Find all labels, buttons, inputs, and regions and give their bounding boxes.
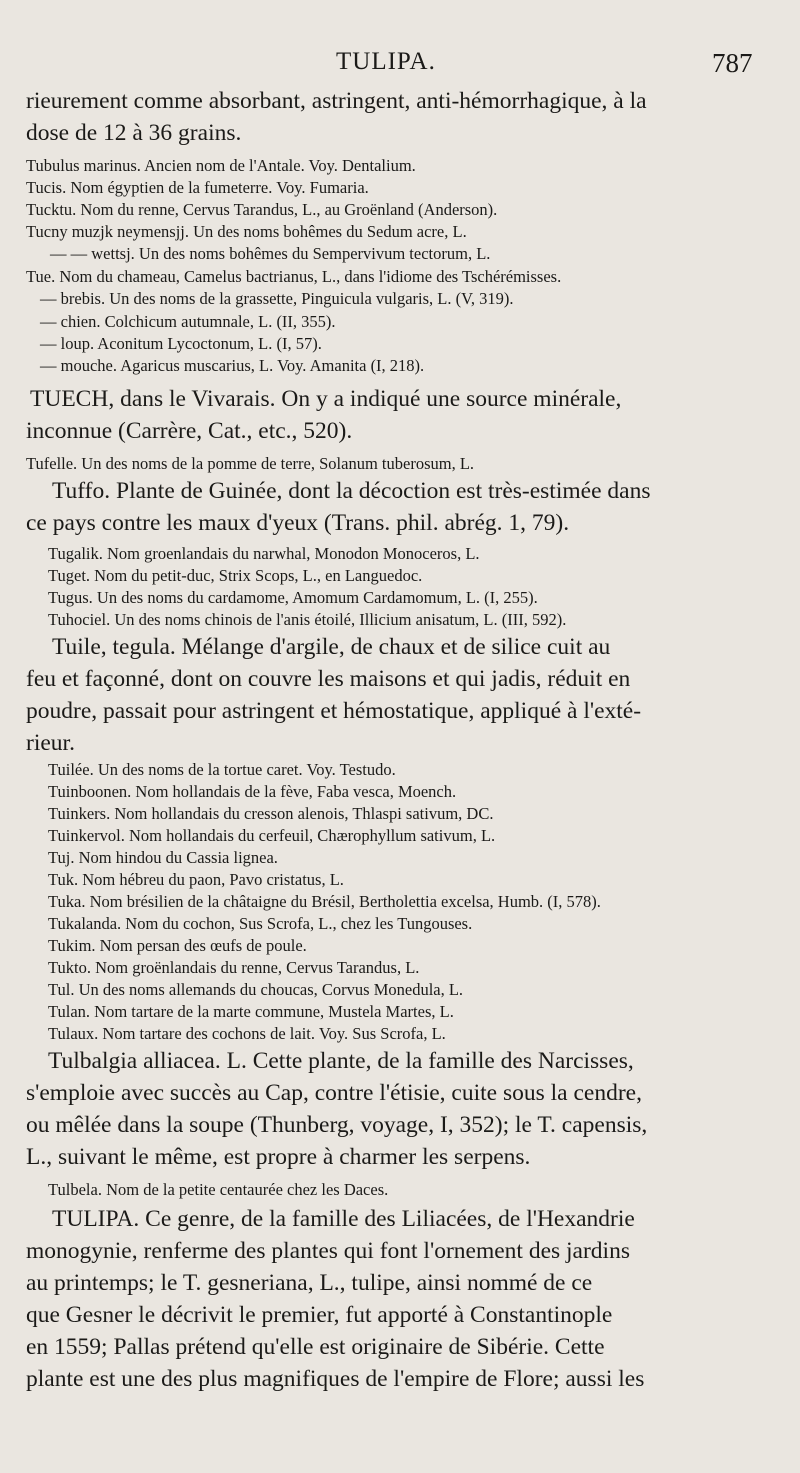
entry-line: Tuhociel. Un des noms chinois de l'anis étoilé, Illicium anisatum, L. (III, 592).: [48, 610, 567, 629]
entry-line: Tuka. Nom brésilien de la châtaigne du Brésil, Bertholettia excelsa, Humb. (I, 578).: [48, 892, 601, 911]
text-line: dose de 12 à 36 grains.: [26, 120, 242, 146]
entry-line: — chien. Colchicum autumnale, L. (II, 355).: [40, 312, 336, 331]
running-head: TULIPA.: [336, 48, 436, 75]
text-line: ce pays contre les maux d'yeux (Trans. phil. abrég. 1, 79).: [26, 510, 570, 536]
entry-line: Tuinboonen. Nom hollandais de la fève, Faba vesca, Moench.: [48, 782, 457, 801]
entry-line: — brebis. Un des noms de la grassette, Pinguicula vulgaris, L. (V, 319).: [40, 289, 514, 308]
entry-line: Tugalik. Nom groenlandais du narwhal, Monodon Monoceros, L.: [48, 544, 480, 563]
entry-line: Tuget. Nom du petit-duc, Strix Scops, L., en Languedoc.: [48, 566, 423, 585]
text-line: rieur.: [26, 730, 75, 756]
entry-line: Tuk. Nom hébreu du paon, Pavo cristatus, L.: [48, 870, 344, 889]
entry-line: Tukto. Nom groënlandais du renne, Cervus Tarandus, L.: [48, 958, 420, 977]
entry-line: Tue. Nom du chameau, Camelus bactrianus, L., dans l'idiome des Tschérémisses.: [26, 267, 562, 286]
entry-line: Tucis. Nom égyptien de la fumeterre. Voy. Fumaria.: [26, 178, 369, 197]
page-number: 787: [712, 48, 753, 78]
entry-line: Tulbela. Nom de la petite centaurée chez les Daces.: [48, 1180, 389, 1199]
entry-line: Tul. Un des noms allemands du choucas, Corvus Monedula, L.: [48, 980, 464, 999]
entry-line: Tuilée. Un des noms de la tortue caret. Voy. Testudo.: [48, 760, 396, 779]
text-line: ou mêlée dans la soupe (Thunberg, voyage, I, 352); le T. capensis,: [26, 1112, 648, 1138]
text-line: L., suivant le même, est propre à charmer les serpens.: [26, 1144, 531, 1170]
text-line: s'emploie avec succès au Cap, contre l'étisie, cuite sous la cendre,: [26, 1080, 642, 1106]
entry-line: — mouche. Agaricus muscarius, L. Voy. Amanita (I, 218).: [40, 356, 425, 375]
entry-line: Tulan. Nom tartare de la marte commune, Mustela Martes, L.: [48, 1002, 454, 1021]
entry-line: — — wettsj. Un des noms bohêmes du Sempervivum tectorum, L.: [50, 244, 491, 263]
text-line: TUECH, dans le Vivarais. On y a indiqué une source minérale,: [30, 386, 622, 412]
text-line: Tuffo. Plante de Guinée, dont la décoction est très-estimée dans: [52, 478, 651, 504]
text-line: poudre, passait pour astringent et hémostatique, appliqué à l'exté-: [26, 698, 642, 724]
entry-line: Tufelle. Un des noms de la pomme de terre, Solanum tuberosum, L.: [26, 454, 475, 473]
text-line: inconnue (Carrère, Cat., etc., 520).: [26, 418, 353, 444]
entry-line: Tucny muzjk neymensjj. Un des noms bohêmes du Sedum acre, L.: [26, 222, 467, 241]
entry-line: Tucktu. Nom du renne, Cervus Tarandus, L., au Groënland (Anderson).: [26, 200, 498, 219]
text-line: TULIPA. Ce genre, de la famille des Liliacées, de l'Hexandrie: [52, 1206, 635, 1232]
entry-line: Tugus. Un des noms du cardamome, Amomum Cardamomum, L. (I, 255).: [48, 588, 538, 607]
page-header: [0, 46, 800, 86]
text-line: en 1559; Pallas prétend qu'elle est originaire de Sibérie. Cette: [26, 1334, 605, 1360]
entry-line: — loup. Aconitum Lycoctonum, L. (I, 57).: [40, 334, 322, 353]
text-line: Tulbalgia alliacea. L. Cette plante, de la famille des Narcisses,: [48, 1048, 634, 1074]
entry-line: Tukalanda. Nom du cochon, Sus Scrofa, L., chez les Tungouses.: [48, 914, 473, 933]
text-line: rieurement comme absorbant, astringent, anti-hémorrhagique, à la: [26, 88, 647, 114]
text-line: au printemps; le T. gesneriana, L., tulipe, ainsi nommé de ce: [26, 1270, 593, 1296]
entry-line: Tukim. Nom persan des œufs de poule.: [48, 936, 307, 955]
entry-line: Tubulus marinus. Ancien nom de l'Antale. Voy. Dentalium.: [26, 156, 416, 175]
entry-line: Tuinkervol. Nom hollandais du cerfeuil, Chærophyllum sativum, L.: [48, 826, 496, 845]
entry-line: Tulaux. Nom tartare des cochons de lait. Voy. Sus Scrofa, L.: [48, 1024, 446, 1043]
entry-line: Tuj. Nom hindou du Cassia lignea.: [48, 848, 278, 867]
text-line: que Gesner le décrivit le premier, fut apporté à Constantinople: [26, 1302, 613, 1328]
text-line: Tuile, tegula. Mélange d'argile, de chaux et de silice cuit au: [52, 634, 611, 660]
text-line: plante est une des plus magnifiques de l'empire de Flore; aussi les: [26, 1366, 645, 1392]
entry-line: Tuinkers. Nom hollandais du cresson alenois, Thlaspi sativum, DC.: [48, 804, 494, 823]
text-line: feu et façonné, dont on couvre les maisons et qui jadis, réduit en: [26, 666, 631, 692]
text-line: monogynie, renferme des plantes qui font l'ornement des jardins: [26, 1238, 630, 1264]
